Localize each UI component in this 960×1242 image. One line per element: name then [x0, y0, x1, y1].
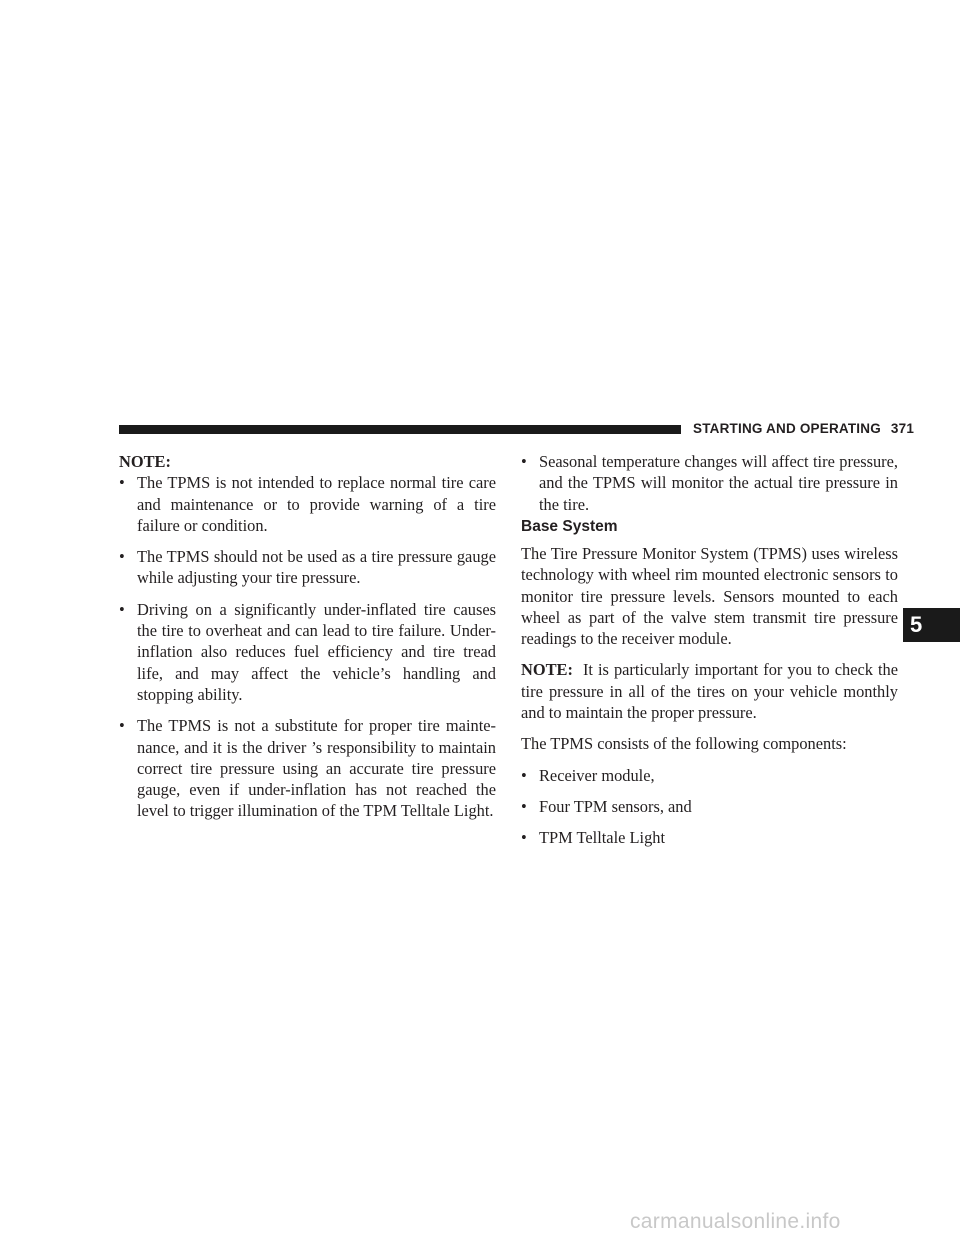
list-item-text: Four TPM sensors, and	[539, 796, 692, 816]
list-item	[119, 715, 496, 821]
section-title: STARTING AND OPERATING	[693, 421, 881, 436]
list-item	[119, 472, 496, 536]
list-item-text: Receiver module,	[539, 765, 655, 785]
left-column	[119, 451, 496, 822]
bullet-icon: •	[119, 547, 125, 567]
running-header	[693, 421, 914, 436]
list-item-text: TPM Telltale Light	[539, 828, 666, 848]
header-rule	[119, 425, 681, 434]
note-label: NOTE:	[521, 660, 573, 680]
note-paragraph	[521, 659, 898, 723]
bullet-icon: •	[119, 473, 125, 493]
list-item	[521, 796, 898, 817]
paragraph: The Tire Pressure Monitor System (TPMS) uses wireless technology with wheel rim mounted electronic sensors to monitor tire pressure levels. Sensors mounted to each wheel as part of the valve stem transmit tire pressure readings to the receiver module.	[521, 544, 898, 649]
list-item-text: The TPMS is not intended to replace normal tire care and maintenance or to provide warning of a tire failure or condition.	[137, 473, 496, 535]
list-item	[521, 765, 898, 786]
note-label: NOTE:	[119, 452, 171, 471]
list-item	[521, 827, 898, 848]
page-number: 371	[890, 421, 915, 436]
list-item-text: Seasonal temperature changes will affect tire pressure, and the TPMS will monitor the actual tire pressure in the tire.	[539, 452, 898, 514]
list-item-text: The TPMS is not a substitute for proper tire mainte-nance, and it is the driver ’s responsibility to maintain correct tire pressure using an accurate tire pressure gauge, even if under-inflation has not reached the level to trigger illumination of the TPM Telltale Light.	[137, 716, 496, 821]
list-item-text: The TPMS should not be used as a tire pressure gauge while adjusting your tire pressure.	[137, 547, 496, 588]
list-item-text: Driving on a significantly under-inflated tire causes the tire to overheat and can lead to tire failure. Under-inflation also reduces fuel efficiency and tire tread life, and may affect the vehicle’s handling and stopping ability.	[137, 599, 496, 704]
right-column-top	[521, 451, 898, 515]
bullet-icon: •	[521, 828, 527, 848]
paragraph: The TPMS consists of the following components:	[521, 734, 847, 754]
bullet-icon: •	[521, 765, 527, 785]
chapter-tab: 5	[903, 608, 960, 642]
bullet-icon: •	[119, 716, 125, 736]
watermark: carmanualsonline.info	[630, 1210, 841, 1233]
note-text: It is particularly important for you to check the tire pressure in all of the tires on your vehicle monthly and to maintain the proper pressure.	[521, 660, 899, 723]
list-item	[119, 546, 496, 589]
bullet-icon: •	[521, 796, 527, 816]
bullet-icon: •	[521, 452, 527, 471]
list-item	[119, 599, 496, 705]
list-item	[521, 451, 898, 515]
right-column-body	[521, 543, 898, 849]
section-heading: Base System	[521, 518, 618, 535]
bullet-icon: •	[119, 599, 125, 619]
